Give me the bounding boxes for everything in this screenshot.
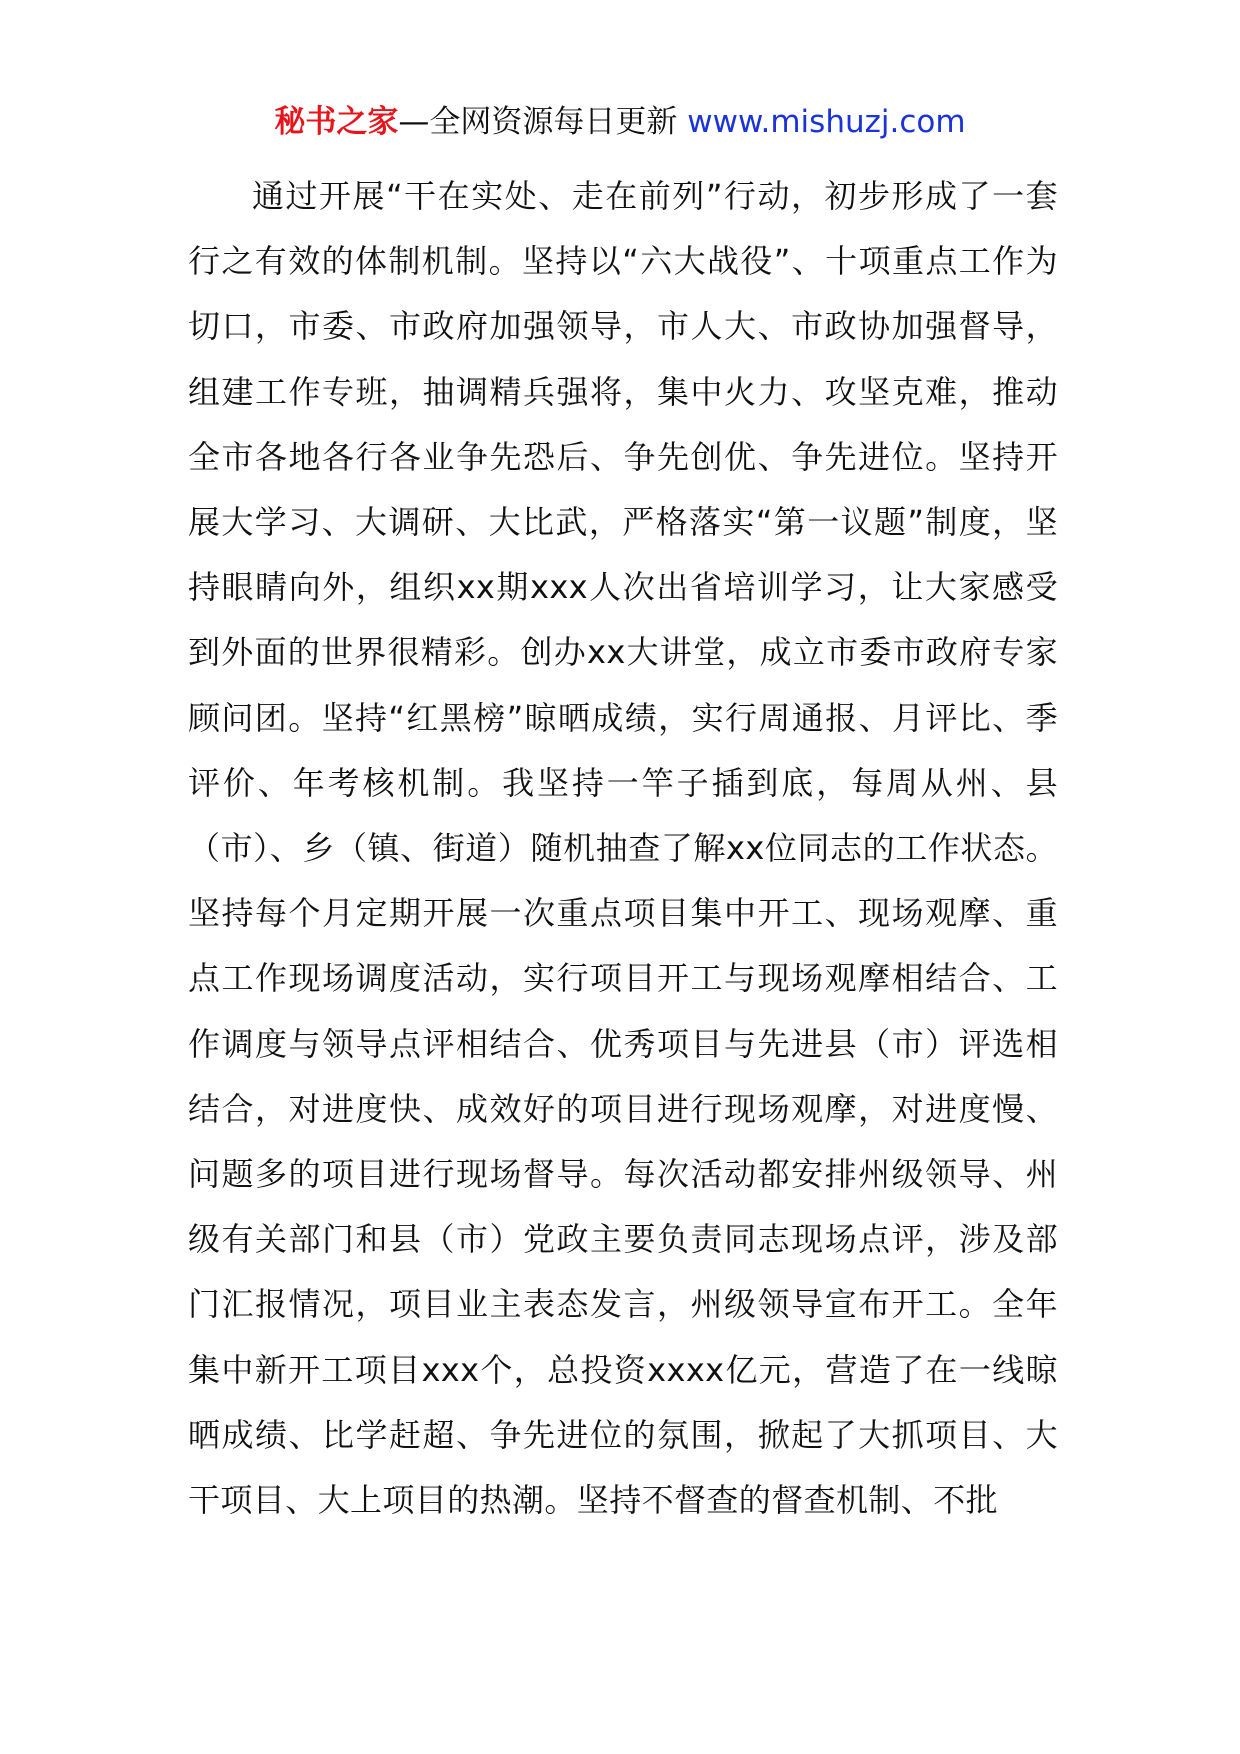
site-url-link[interactable]: www.mishuzj.com	[687, 104, 966, 140]
site-tagline: —全网资源每日更新	[398, 104, 688, 140]
site-brand: 秘书之家	[274, 104, 399, 140]
body-paragraph: 通过开展“干在实处、走在前列”行动，初步形成了一套行之有效的体制机制。坚持以“六大战役”、十项重点工作为切口，市委、市政府加强领导，市人大、市政协加强督导，组建工作专班，抽调精兵强将，集中火力、攻坚克难，推动全市各地各行各业争先恐后、争先创优、争先进位。坚持开展大学习、大调研、大比武，严格落实“第一议题”制度，坚持眼睛向外，组织xx期xxx人次出省培训学习，让大家感受到外面的世界很精彩。创办xx大讲堂，成立市委市政府专家顾问团。坚持“红黑榜”晾晒成绩，实行周通报、月评比、季评价、年考核机制。我坚持一竿子插到底，每周从州、县（市）、乡（镇、街道）随机抽查了解xx位同志的工作状态。坚持每个月定期开展一次重点项目集中开工、现场观摩、重点工作现场调度活动，实行项目开工与现场观摩相结合、工作调度与领导点评相结合、优秀项目与先进县（市）评选相结合，对进度快、成效好的项目进行现场观摩，对进度慢、问题多的项目进行现场督导。每次活动都安排州级领导、州级有关部门和县（市）党政主要负责同志现场点评，涉及部门汇报情况，项目业主表态发言，州级领导宣布开工。全年集中新开工项目xxx个，总投资xxxx亿元，营造了在一线晾晒成绩、比学赶超、争先进位的氛围，掀起了大抓项目、大干项目、大上项目的热潮。坚持不督查的督查机制、不批	[188, 177, 1058, 1520]
site-header	[0, 100, 1240, 144]
